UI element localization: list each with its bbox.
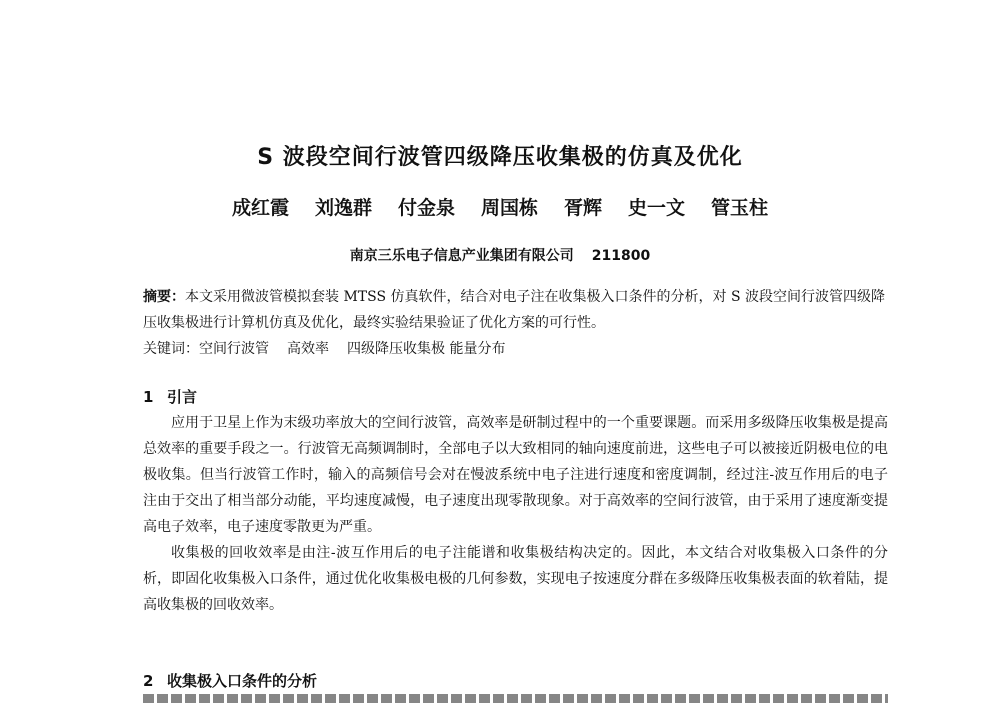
keyword: 高效率 <box>287 341 329 357</box>
keyword: 空间行波管 <box>199 341 269 357</box>
cutoff-glyphs <box>143 694 888 703</box>
author-name: 周国栋 <box>480 197 538 219</box>
cutoff-text-line <box>143 694 888 703</box>
author-name: 付金泉 <box>397 197 455 219</box>
section-heading <box>143 670 317 691</box>
author-list <box>0 193 1000 220</box>
section-title: 引言 <box>167 388 198 406</box>
section-body <box>143 410 888 618</box>
paragraph: 应用于卫星上作为末级功率放大的空间行波管，高效率是研制过程中的一个重要课题。而采用多级降压收集极是提高总效率的重要手段之一。行波管无高频调制时，全部电子以大致相同的轴向速度前进，这些电子可以被接近阴极电位的电极收集。但当行波管工作时，输入的高频信号会对在慢波系统中电子注进行速度和密度调制，经过注-波互作用后的电子注由于交出了相当部分动能，平均速度减慢，电子速度出现零散现象。对于高效率的空间行波管，由于采用了速度渐变提高电子效率，电子速度零散更为严重。 <box>143 415 888 535</box>
postcode: 211800 <box>591 248 651 264</box>
abstract-block <box>143 284 888 362</box>
paper-title: S 波段空间行波管四级降压收集极的仿真及优化 <box>257 145 743 170</box>
section-heading <box>143 386 197 407</box>
author-name: 管玉柱 <box>711 197 769 219</box>
author-name: 史一文 <box>628 197 686 219</box>
affiliation-name: 南京三乐电子信息产业集团有限公司 <box>349 248 574 264</box>
affiliation <box>0 245 1000 265</box>
author-name: 刘逸群 <box>314 197 372 219</box>
keyword: 四级降压收集极 能量分布 <box>347 341 506 357</box>
keywords-label: 关键词： <box>143 341 199 357</box>
author-name: 胥辉 <box>564 197 603 219</box>
keywords <box>143 336 888 362</box>
abstract-text: 本文采用微波管模拟套装 MTSS 仿真软件，结合对电子注在收集极入口条件的分析，对 S 波段空间行波管四级降压收集极进行计算机仿真及优化，最终实验结果验证了优化方案的可行性。 <box>143 289 885 331</box>
abstract <box>143 284 888 336</box>
author-name: 成红霞 <box>231 197 289 219</box>
section-number: 1 <box>143 388 154 406</box>
paragraph: 收集极的回收效率是由注-波互作用后的电子注能谱和收集极结构决定的。因此，本文结合对收集极入口条件的分析，即固化收集极入口条件，通过优化收集极电极的几何参数，实现电子按速度分群在多级降压收集极表面的软着陆，提高收集极的回收效率。 <box>143 545 888 613</box>
section-title: 收集极入口条件的分析 <box>167 672 318 690</box>
section-number: 2 <box>143 672 154 690</box>
abstract-label: 摘要： <box>143 289 185 305</box>
